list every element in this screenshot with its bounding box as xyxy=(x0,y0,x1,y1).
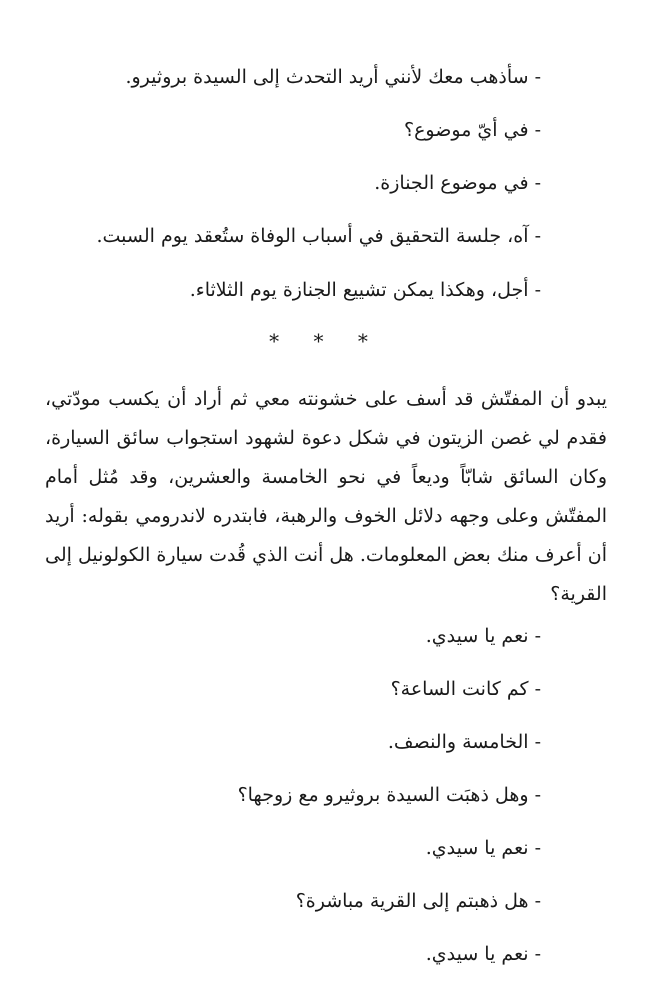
dialogue-line: - نعم يا سيدي. xyxy=(425,943,541,965)
dialogue-line: - في أيّ موضوع؟ xyxy=(404,119,541,141)
dialogue-line: - أجل، وهكذا يمكن تشييع الجنازة يوم الثلاثاء. xyxy=(189,279,541,301)
dialogue-line: - سأذهب معك لأنني أريد التحدث إلى السيدة بروثيرو. xyxy=(125,66,541,88)
dialogue-line: - وهل ذهبَت السيدة بروثيرو مع زوجها؟ xyxy=(237,784,541,806)
dialogue-line: - كم كانت الساعة؟ xyxy=(390,678,541,700)
dialogue-line: - الخامسة والنصف. xyxy=(387,731,541,753)
dialogue-line: - في موضوع الجنازة. xyxy=(374,172,541,194)
dialogue-line: - نعم يا سيدي. xyxy=(425,837,541,859)
section-separator: * * * xyxy=(269,329,382,353)
dialogue-line: - نعم يا سيدي. xyxy=(425,625,541,647)
dialogue-line: - آه، جلسة التحقيق في أسباب الوفاة ستُعقد يوم السبت. xyxy=(96,225,541,247)
dialogue-line: - هل ذهبتم إلى القرية مباشرة؟ xyxy=(295,890,541,912)
narrative-paragraph: يبدو أن المفتّش قد أسف على خشونته معي ثم أراد أن يكسب مودّتي، فقدم لي غصن الزيتون في شكل دعوة لشهود استجواب سائق السيارة، وكان السائق شابّاً وديعاً في نحو الخامسة والعشرين، وقد مُثل أمام المفتّش وعلى وجهه دلائل الخوف والرهبة، فابتدره لاندرومي بقوله: أريد أن أعرف منك بعض المعلومات. هل أنت الذي قُدت سيارة الكولونيل إلى القرية؟ xyxy=(45,388,607,605)
